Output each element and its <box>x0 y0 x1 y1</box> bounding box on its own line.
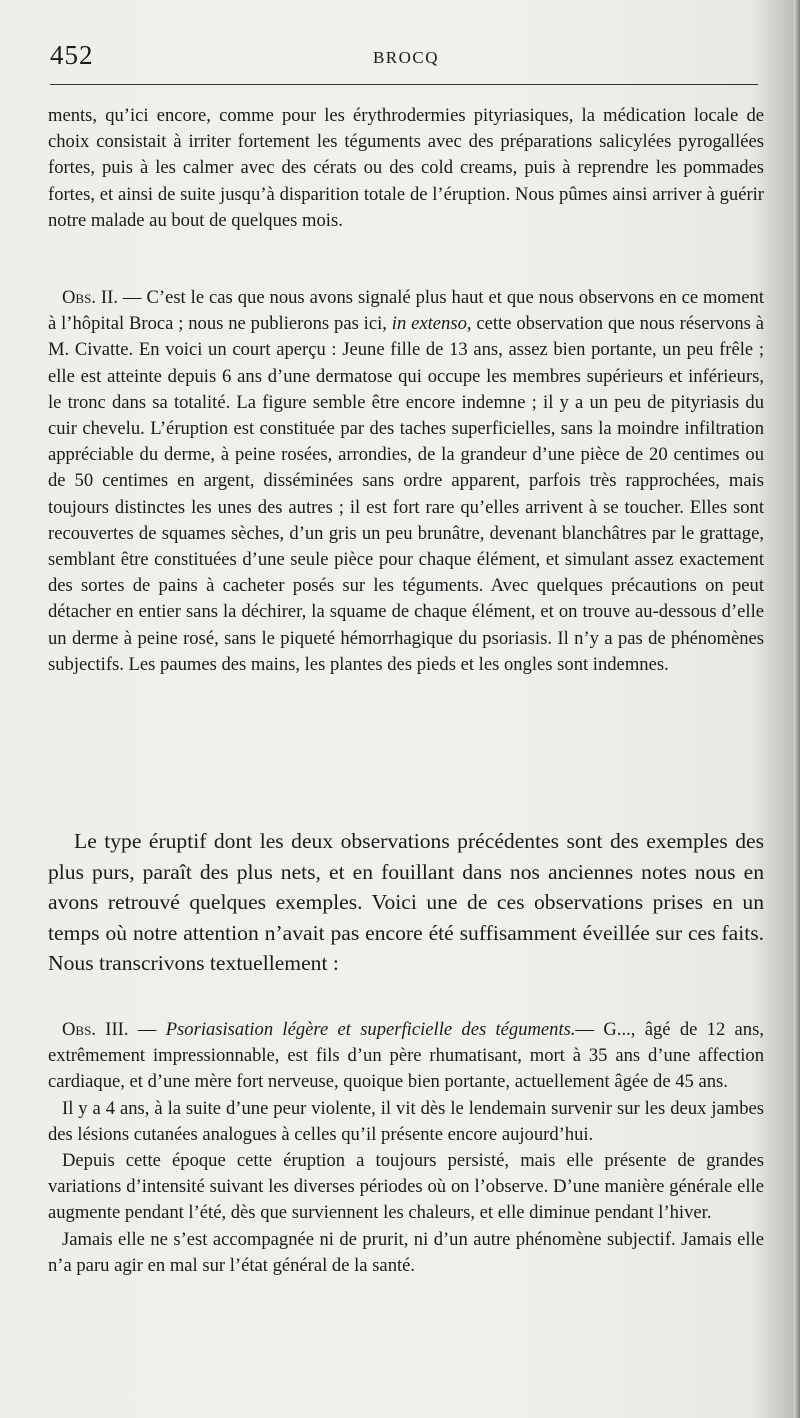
running-title: BROCQ <box>372 48 440 67</box>
observation-3-label: Obs. III. <box>62 1019 129 1040</box>
observation-3-dash: — <box>128 1019 166 1040</box>
observation-3-onset: Il y a 4 ans, à la suite d’une peur violente, il vit dès le lendemain survenir sur les deux jambes des lésions cutanées analogues à celles qu’il présente encore aujourd’hui. <box>48 1097 764 1145</box>
commentary-text: Le type éruptif dont les deux observations précédentes sont des exemples des plus purs, paraît des plus nets, et en fouillant dans nos anciennes notes nous en avons retrouvé quelques exemples. Voici une de ces observations prises en un temps où notre attention n’avait pas encore été suffisamment éveillée sur ces faits. Nous transcrivons textuellement : <box>48 829 764 976</box>
page-number: 452 <box>50 40 94 70</box>
page-edge-shadow <box>794 0 800 1418</box>
observation-2 <box>48 285 764 678</box>
observation-3-title: Psoriasisation légère et superficielle des téguments. <box>165 1019 576 1040</box>
observation-2-text <box>48 285 764 678</box>
paragraph-continuation <box>48 103 764 234</box>
observation-2-italic: in extenso <box>391 313 467 335</box>
observation-3-course: Depuis cette époque cette éruption a toujours persisté, mais elle présente de grandes variations d’intensité suivant les diverses périodes où on l’observe. D’une manière générale elle augmente pendant l’été, dès que surviennent les chaleurs, et elle diminue pendant l’hiver. <box>48 1150 764 1224</box>
observation-3-text <box>48 1017 764 1096</box>
observation-2-label: Obs. II. <box>62 287 118 308</box>
observation-2-part-b: , cette observation que nous réservons à M. Civatte. En voici un court aperçu : Jeune fille de 13 ans, assez bien portante, un peu frêle ; elle est atteinte depuis 6 ans d’une dermatose qui occupe les membres supérieurs et inférieurs, le tronc dans sa totalité. La figure semble être encore indemne ; il y a un peu de pityriasis du cuir chevelu. L’éruption est constituée par des taches superficielles, sans la moindre infiltration appréciable du derme, à peine rosées, arrondies, de la grandeur d’une pièce de 20 centimes ou de 50 centimes en argent, disséminées sans ordre apparent, parfois très rapprochées, mais toujours distinctes les unes des autres ; il est fort rare qu’elles arrivent à se toucher. Elles sont recouvertes de squames sèches, d’un gris un peu brunâtre, devenant blanchâtres par le grattage, semblant être constituées d’une seule pièce pour chaque élément, et simulant assez exactement des sortes de pains à cacheter posés sur les téguments. Avec quelques précautions on peut détacher en entier sans la déchirer, la squame de chaque élément, et on trouve au-dessous d’elle un derme à peine rosé, sans le piqueté hémorrhagique du psoriasis. Il n’y a pas de phénomènes subjectifs. Les paumes des mains, les plantes des pieds et les ongles sont indemnes. <box>48 313 765 675</box>
observation-3 <box>48 1017 764 1279</box>
observation-2-part-a: — C’est le cas que nous avons signalé plus haut et que nous observons en ce moment à l’hôpital Broca ; nous ne publierons pas ici, <box>48 287 764 335</box>
header-rule <box>50 84 758 85</box>
observation-3-symptoms: Jamais elle ne s’est accompagnée ni de prurit, ni d’un autre phénomène subjectif. Jamais elle n’a paru agir en mal sur l’état général de la santé. <box>48 1228 764 1276</box>
observation-3-part-a: — G..., âgé de 12 ans, extrêmement impressionnable, est fils d’un père rhumatisant, mort à 35 ans d’une affection cardiaque, et d’une mère fort nerveuse, quoique bien portante, actuellement âgée de 45 ans. <box>48 1019 764 1093</box>
page-header <box>50 38 762 78</box>
commentary-paragraph <box>48 826 764 979</box>
paragraph-text: ments, qu’ici encore, comme pour les érythrodermies pityriasiques, la médication locale de choix consistait à irriter fortement les téguments avec des préparations salicylées pyrogallées fortes, puis à les calmer avec des cérats ou des cold creams, puis à reprendre les pommades fortes, et ainsi de suite jusqu’à disparition totale de l’éruption. Nous pûmes ainsi arriver à guérir notre malade au bout de quelques mois. <box>48 105 764 231</box>
